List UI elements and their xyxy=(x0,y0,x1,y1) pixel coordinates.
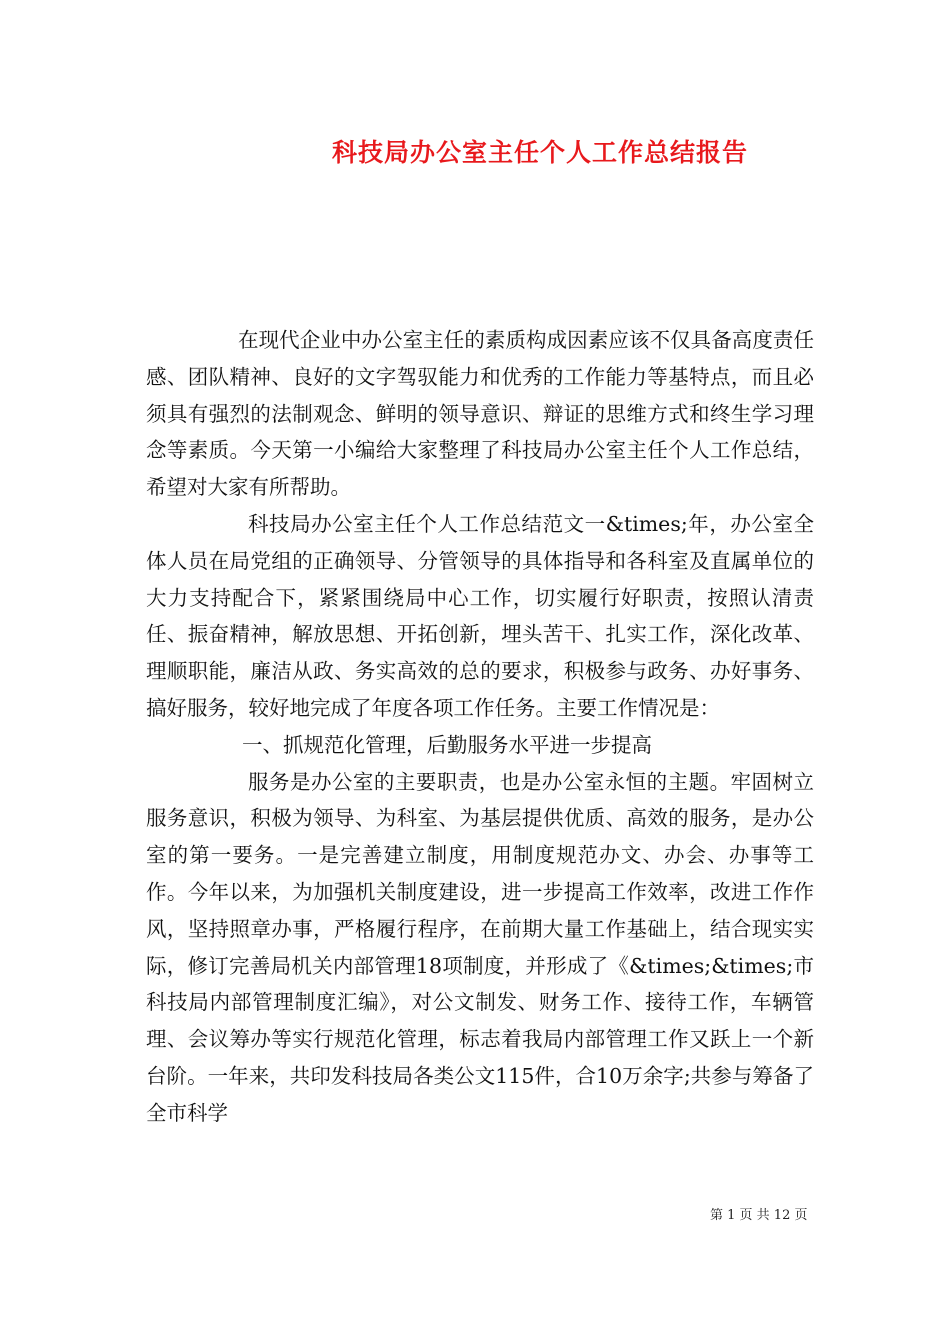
section-paragraph: 服务是办公室的主要职责，也是办公室永恒的主题。牢固树立服务意识，积极为领导、为科室、为基层提供优质、高效的服务，是办公室的第一要务。一是完善建立制度，用制度规范办文、办会、办事等工作。今年以来，为加强机关制度建设，进一步提高工作效率，改进工作作风，坚持照章办事，严格履行程序，在前期大量工作基础上，结合现实实际，修订完善局机关内部管理18项制度，并形成了《&times;&times;市科技局内部管理制度汇编》，对公文制发、财务工作、接待工作，车辆管理、会议筹办等实行规范化管理，标志着我局内部管理工作又跃上一个新台阶。一年来，共印发科技局各类公文115件，合10万余字;共参与筹备了全市科学 xyxy=(146,769,814,1125)
document-title: 科技局办公室主任个人工作总结报告 xyxy=(331,138,748,167)
page-number-footer: 第 1 页 共 12 页 xyxy=(710,1208,808,1223)
section-heading: 一、抓规范化管理，后勤服务水平进一步提高 xyxy=(242,732,652,757)
intro-paragraph: 在现代企业中办公室主任的素质构成因素应该不仅具备高度责任感、团队精神、良好的文字驾驭能力和优秀的工作能力等基特点，而且必须具有强烈的法制观念、鲜明的领导意识、辩证的思维方式和终生学习理念等素质。今天第一小编给大家整理了科技局办公室主任个人工作总结，希望对大家有所帮助。 xyxy=(146,328,814,500)
summary-paragraph: 科技局办公室主任个人工作总结范文一&times;年，办公室全体人员在局党组的正确领导、分管领导的具体指导和各科室及直属单位的大力支持配合下，紧紧围绕局中心工作，切实履行好职责，按照认清责任、振奋精神，解放思想、开拓创新，埋头苦干、扎实工作，深化改革、理顺职能，廉洁从政、务实高效的总的要求，积极参与政务、办好事务、搞好服务，较好地完成了年度各项工作任务。主要工作情况是： xyxy=(146,511,814,720)
document-body xyxy=(146,322,814,1132)
